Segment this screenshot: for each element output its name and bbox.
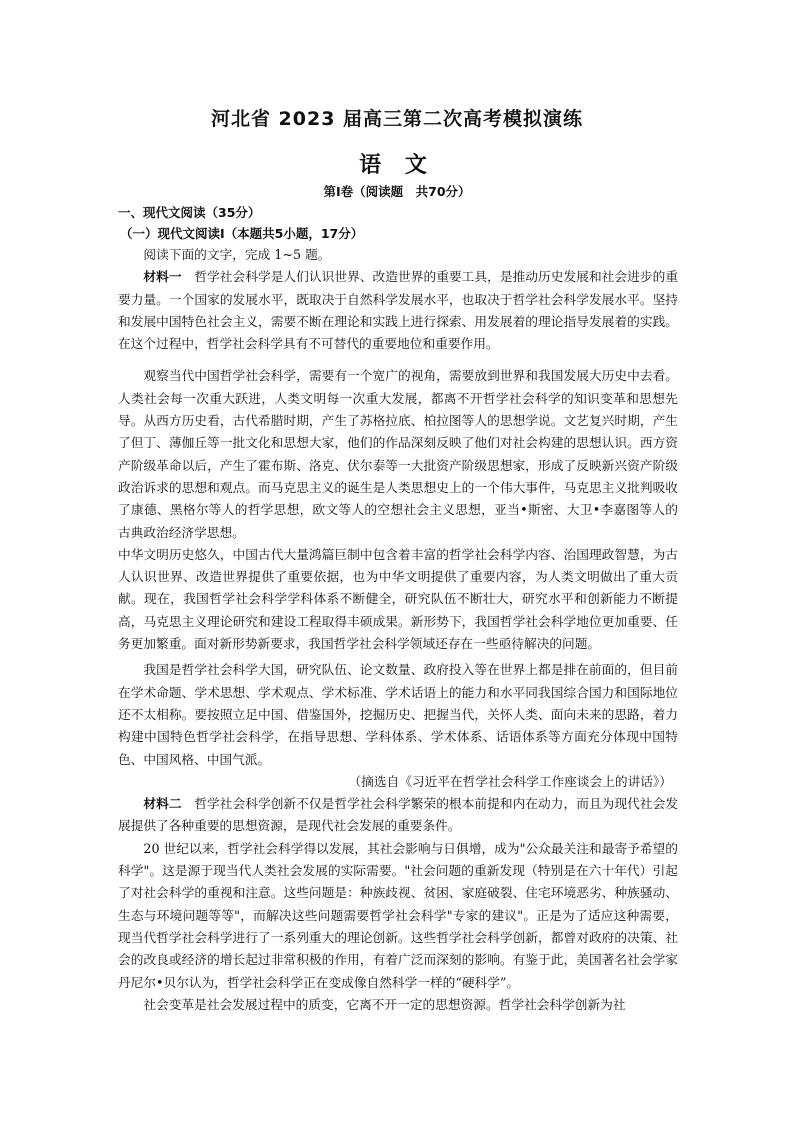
paragraph: 我国是哲学社会科学大国，研究队伍、论文数量、政府投入等在世界上都是排在前面的，但目前在学术命题、学术思想、学术观点、学术标准、学术话语上的能力和水平同我国综合国力和国际地位还不太相称。要按照立足中国、借鉴国外，挖掘历史、把握当代，关怀人类、面向未来的思路，着力构建中国特色哲学社会科学，在指导思想、学科体系、学术体系、话语体系等方面充分体现中国特色、中国风格、中国气派。: [118, 662, 678, 767]
reading-passage: [118, 244, 678, 1016]
paragraph: 中华文明历史悠久，中国古代大量鸿篇巨制中包含着丰富的哲学社会科学内容、治国理政智慧，为古人认识世界、改造世界提供了重要依据，也为中华文明提供了重要内容，为人类文明做出了重大贡献。现在，我国哲学社会科学学科体系不断健全，研究队伍不断壮大，研究水平和创新能力不断提高，马克思主义理论研究和建设工程取得丰硕成果。新形势下，我国哲学社会科学地位更加重要、任务更加繁重。面对新形势新要求，我国哲学社会科学领域还存在一些亟待解决的问题。: [118, 546, 678, 652]
paragraph: 20 世纪以来，哲学社会科学得以发展，其社会影响与日俱增，成为"公众最关注和最寄予希望的科学"。这是源于现当代人类社会发展的实际需要。"社会问题的重新发现（特别是在六十年代）引起了对社会科学的重视和注意。这些问题是：种族歧视、贫困、家庭破裂、住宅环境恶劣、种族骚动、生态与环境问题等等"，而解决这些问题需要哲学社会科学"专家的建议"。正是为了适应这种需要，现当代哲学社会科学进行了一系列重大的理论创新。这些哲学社会科学创新，都曾对政府的决策、社会的改良或经济的增长起过非常积极的作用，有着广泛而深刻的影响。有鉴于此，美国著名社会学家丹尼尔•贝尔认为，哲学社会科学正在变成像自然科学一样的“硬科学”。: [118, 840, 678, 990]
subsection-heading: （一）现代文阅读Ⅰ（本题共5小题，17分）: [120, 226, 364, 241]
paragraph: [118, 793, 678, 838]
paragraph: [118, 266, 678, 355]
material-two-label: 材料二: [143, 796, 182, 812]
paragraph: 社会变革是社会发展过程中的质变，它离不开一定的思想资源。哲学社会科学创新为社: [143, 996, 626, 1012]
paragraph: 观察当代中国哲学社会科学，需要有一个宽广的视角，需要放到世界和我国发展大历史中去看。人类社会每一次重大跃进，人类文明每一次重大发展，都离不开哲学社会科学的知识变革和思想先导。从西方历史看，古代希腊时期，产生了苏格拉底、柏拉图等人的思想学说。文艺复兴时期，产生了但丁、薄伽丘等一批文化和思想大家，他们的作品深刻反映了他们对社会构建的思想认识。西方资产阶级革命以后，产生了霍布斯、洛克、伏尔泰等一大批资产阶级思想家，形成了反映新兴资产阶级政治诉求的思想和观点。而马克思主义的诞生是人类思想史上的一个伟大事件，马克思主义批判吸收了康德、黑格尔等人的哲学思想，欧文等人的空想社会主义思想，亚当•斯密、大卫•李嘉图等人的古典政治经济学思想。: [118, 368, 678, 540]
paragraph-text: 哲学社会科学创新不仅是哲学社会科学繁荣的根本前提和内在动力，而且为现代社会发展提供了各种重要的思想资源，是现代社会发展的重要条件。: [118, 796, 679, 834]
part-heading: 第Ⅰ卷（阅读题 共70分）: [323, 184, 471, 199]
section-heading: 一、现代文阅读（35分）: [118, 205, 261, 220]
exam-title: 河北省 2023 届高三第二次高考模拟演练: [210, 108, 584, 130]
instruction: 阅读下面的文字，完成 1~5 题。: [143, 247, 331, 262]
subject-title: 语 文: [359, 153, 435, 178]
paragraph-text: 哲学社会科学是人们认识世界、改造世界的重要工具，是推动历史发展和社会进步的重要力量。一个国家的发展水平，既取决于自然科学发展水平，也取决于哲学社会科学发展水平。坚持和发展中国特色社会主义，需要不断在理论和实践上进行探索、用发展着的理论指导发展着的实践。在这个过程中，哲学社会科学具有不可替代的重要地位和重要作用。: [118, 269, 679, 352]
source-citation: （摘选自《习近平在哲学社会科学工作座谈会上的讲话》）: [348, 773, 672, 789]
material-one-label: 材料一: [143, 269, 182, 285]
